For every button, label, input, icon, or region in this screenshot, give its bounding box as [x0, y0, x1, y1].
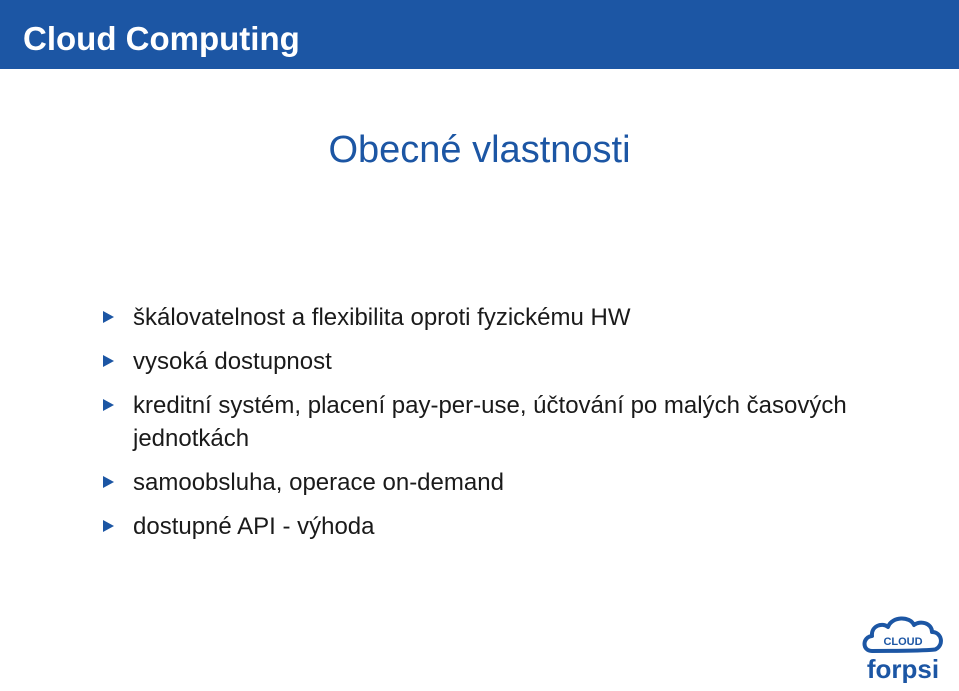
bullet-text: kreditní systém, placení pay-per-use, účtování po malých časových jednotkách — [133, 392, 847, 452]
bullet-arrow-icon — [103, 399, 114, 411]
bullet-arrow-icon — [103, 520, 114, 532]
bullet-arrow-icon — [103, 355, 114, 367]
cloud-logo-icon — [858, 611, 950, 683]
logo-cloud-text: CLOUD — [883, 636, 923, 648]
bullet-text: škálovatelnost a flexibilita oproti fyzickému HW — [133, 304, 631, 331]
bullet-item — [103, 345, 883, 378]
bullet-item — [103, 301, 883, 334]
bullet-arrow-icon — [103, 311, 114, 323]
bullet-text: samoobsluha, operace on-demand — [133, 469, 504, 496]
logo-brand-text: forpsi — [866, 654, 940, 683]
header-title: Cloud Computing — [23, 20, 300, 57]
bullet-item — [103, 389, 883, 455]
bullet-item — [103, 510, 883, 543]
bullet-list — [103, 301, 883, 554]
bullet-item — [103, 466, 883, 499]
header-bar — [0, 0, 959, 69]
bullet-text: vysoká dostupnost — [133, 348, 332, 375]
bullet-arrow-icon — [103, 476, 114, 488]
bullet-text: dostupné API - výhoda — [133, 513, 375, 540]
slide-title: Obecné vlastnosti — [328, 129, 631, 171]
